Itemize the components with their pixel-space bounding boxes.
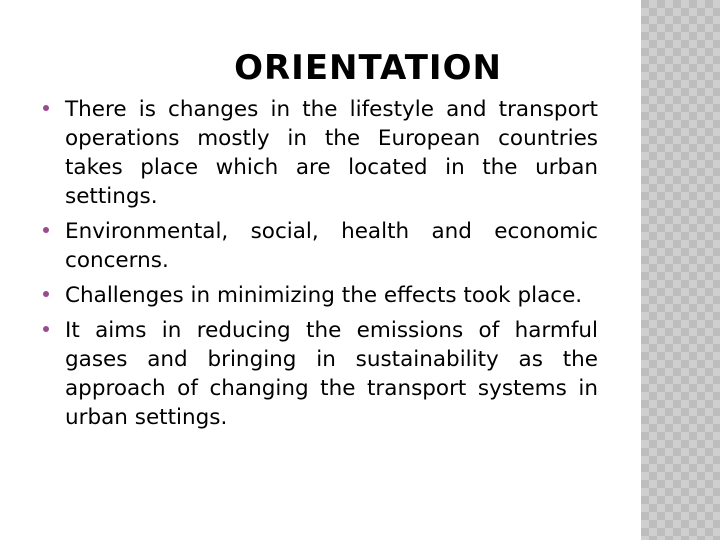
bullet-text: Environmental, social, health and economic concerns. (65, 219, 598, 273)
bullet-item (40, 217, 598, 275)
bullet-item (40, 95, 598, 211)
bullet-text: There is changes in the lifestyle and transport operations mostly in the European countries takes place which are located in the urban settings. (65, 97, 598, 209)
bullet-item (40, 316, 598, 432)
bullet-text: Challenges in minimizing the effects took place. (65, 283, 583, 308)
bullet-dot-icon (43, 291, 49, 297)
bullet-text: It aims in reducing the emissions of harmful gases and bringing in sustainability as the approach of changing the transport systems in urban settings. (65, 318, 598, 430)
bullet-item (40, 281, 598, 310)
bullet-dot-icon (43, 227, 49, 233)
bullet-dot-icon (43, 105, 49, 111)
bullet-list (40, 95, 598, 438)
bullet-dot-icon (43, 326, 49, 332)
slide-title: ORIENTATION (234, 48, 502, 88)
